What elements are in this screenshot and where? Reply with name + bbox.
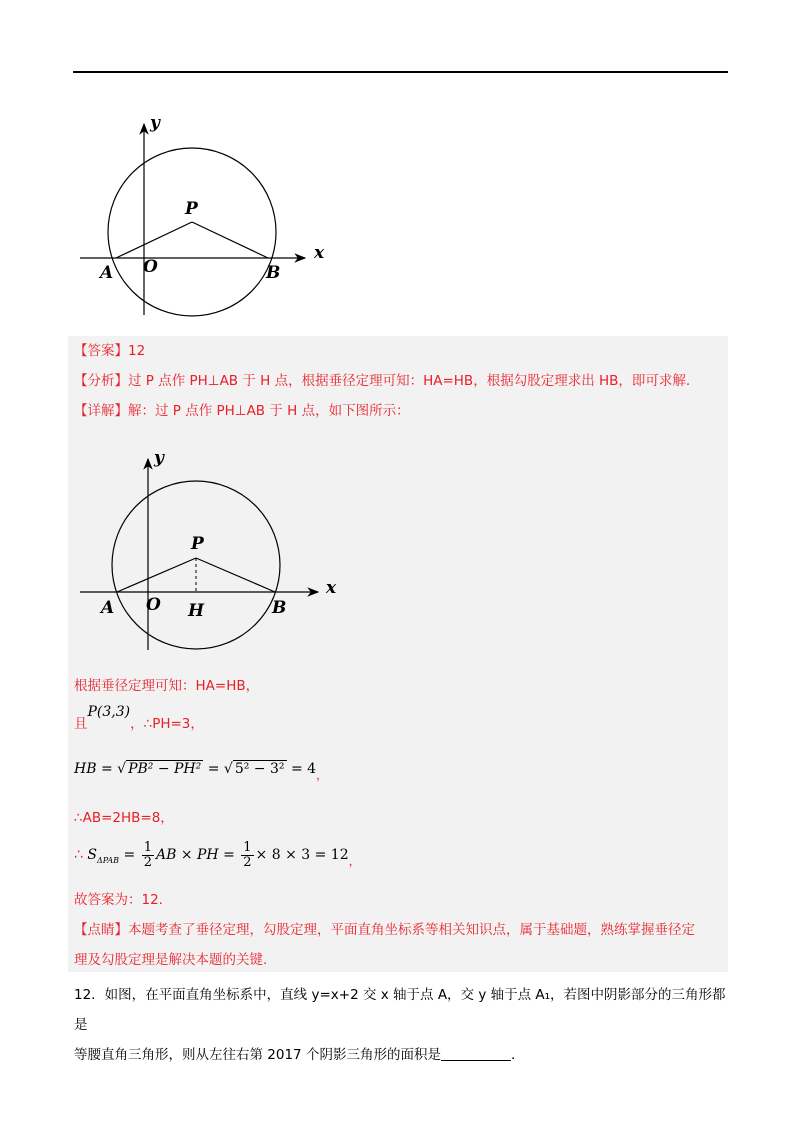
label-p: P [191, 534, 204, 554]
point-p-coords: P(3,3) [87, 704, 131, 720]
detail-text: 解：过 P 点作 PH⊥AB 于 H 点，如下图所示： [128, 403, 410, 419]
step-hb-formula [74, 760, 329, 782]
radicand-1: PB² − PH² [128, 761, 202, 777]
step-area-formula [74, 838, 361, 878]
comment-text-1: 本题考查了垂径定理，勾股定理，平面直角坐标系等相关知识点，属于基础题，熟练掌握垂径定 [128, 922, 695, 938]
label-h: H [188, 601, 205, 621]
label-o: O [146, 595, 161, 615]
segment-pb [196, 558, 275, 592]
eq-1: = [96, 761, 118, 777]
comment-line-2: 理及勾股定理是解决本题的关键. [74, 952, 268, 968]
answer-value: 12 [128, 343, 146, 359]
hb-lhs: HB [74, 761, 97, 777]
step-ph: ∴PH=3， [143, 716, 204, 732]
radicand-2: 5² − 3² [234, 761, 285, 777]
step-prefix: 且 [74, 716, 88, 732]
step-ab-length: ∴AB=2HB=8， [74, 810, 174, 826]
detail-line [74, 401, 410, 421]
label-b: B [272, 598, 287, 618]
analysis-line [74, 371, 690, 391]
hb-tail: ， [316, 768, 329, 782]
label-x: x [326, 578, 337, 598]
area-tail: ， [348, 854, 361, 868]
question-12-line-1: 12．如图，在平面直角坐标系中，直线 y=x+2 交 x 轴于点 A，交 y 轴于点 A₁，若图中阴影部分的三角形都是 [74, 987, 726, 1033]
sqrt-1: √ PB² − PH² [117, 761, 202, 777]
label-a: A [100, 263, 114, 283]
area-s: S [87, 847, 97, 863]
figure-circle-pab [70, 110, 350, 330]
hb-result: = 4 [286, 761, 317, 777]
top-rule [73, 71, 728, 73]
area-subscript: ΔPAB [96, 855, 120, 865]
answer-blank[interactable] [441, 1046, 511, 1061]
therefore-symbol: ∴ [74, 847, 88, 863]
analysis-text: 过 P 点作 PH⊥AB 于 H 点，根据垂径定理可知：HA=HB，根据勾股定理求出 HB，即可求解. [128, 373, 691, 389]
fraction-half-1: $\frac{1}{2}$ [143, 839, 152, 870]
label-y: y [154, 448, 164, 468]
label-y: y [150, 113, 160, 133]
segment-pa [117, 558, 196, 592]
answer-tag: 【答案】 [74, 343, 128, 359]
segment-pb [192, 222, 268, 258]
circle [108, 148, 276, 316]
segment-pa [116, 222, 192, 258]
label-b: B [266, 263, 281, 283]
question-12 [74, 980, 734, 1070]
sqrt-2: √ 5² − 3² [223, 761, 285, 777]
area-tail-expr: × 8 × 3 = 12 [255, 847, 349, 863]
comment-line-1 [74, 920, 695, 940]
step-perpendicular-bisector: 根据垂径定理可知：HA=HB， [74, 678, 260, 694]
area-eq: = [119, 847, 140, 863]
final-answer-line: 故答案为：12. [74, 892, 163, 908]
step-sep: ， [130, 716, 144, 732]
label-o: O [143, 257, 158, 277]
label-a: A [101, 598, 115, 618]
detail-tag: 【详解】 [74, 403, 128, 419]
eq-2: = [203, 761, 224, 777]
question-12-line-2: 等腰直角三角形，则从左往右第 2017 个阴影三角形的面积是 . [74, 1047, 516, 1063]
label-x: x [314, 243, 325, 263]
comment-tag: 【点睛】 [74, 922, 128, 938]
area-middle: AB × PH = [155, 847, 240, 863]
analysis-tag: 【分析】 [74, 373, 128, 389]
step-point-p [74, 706, 204, 742]
label-p: P [185, 199, 198, 219]
answer-line [74, 341, 145, 361]
fraction-half-2: $\frac{1}{2}$ [243, 839, 252, 870]
figure-circle-pab-with-h [70, 445, 350, 665]
